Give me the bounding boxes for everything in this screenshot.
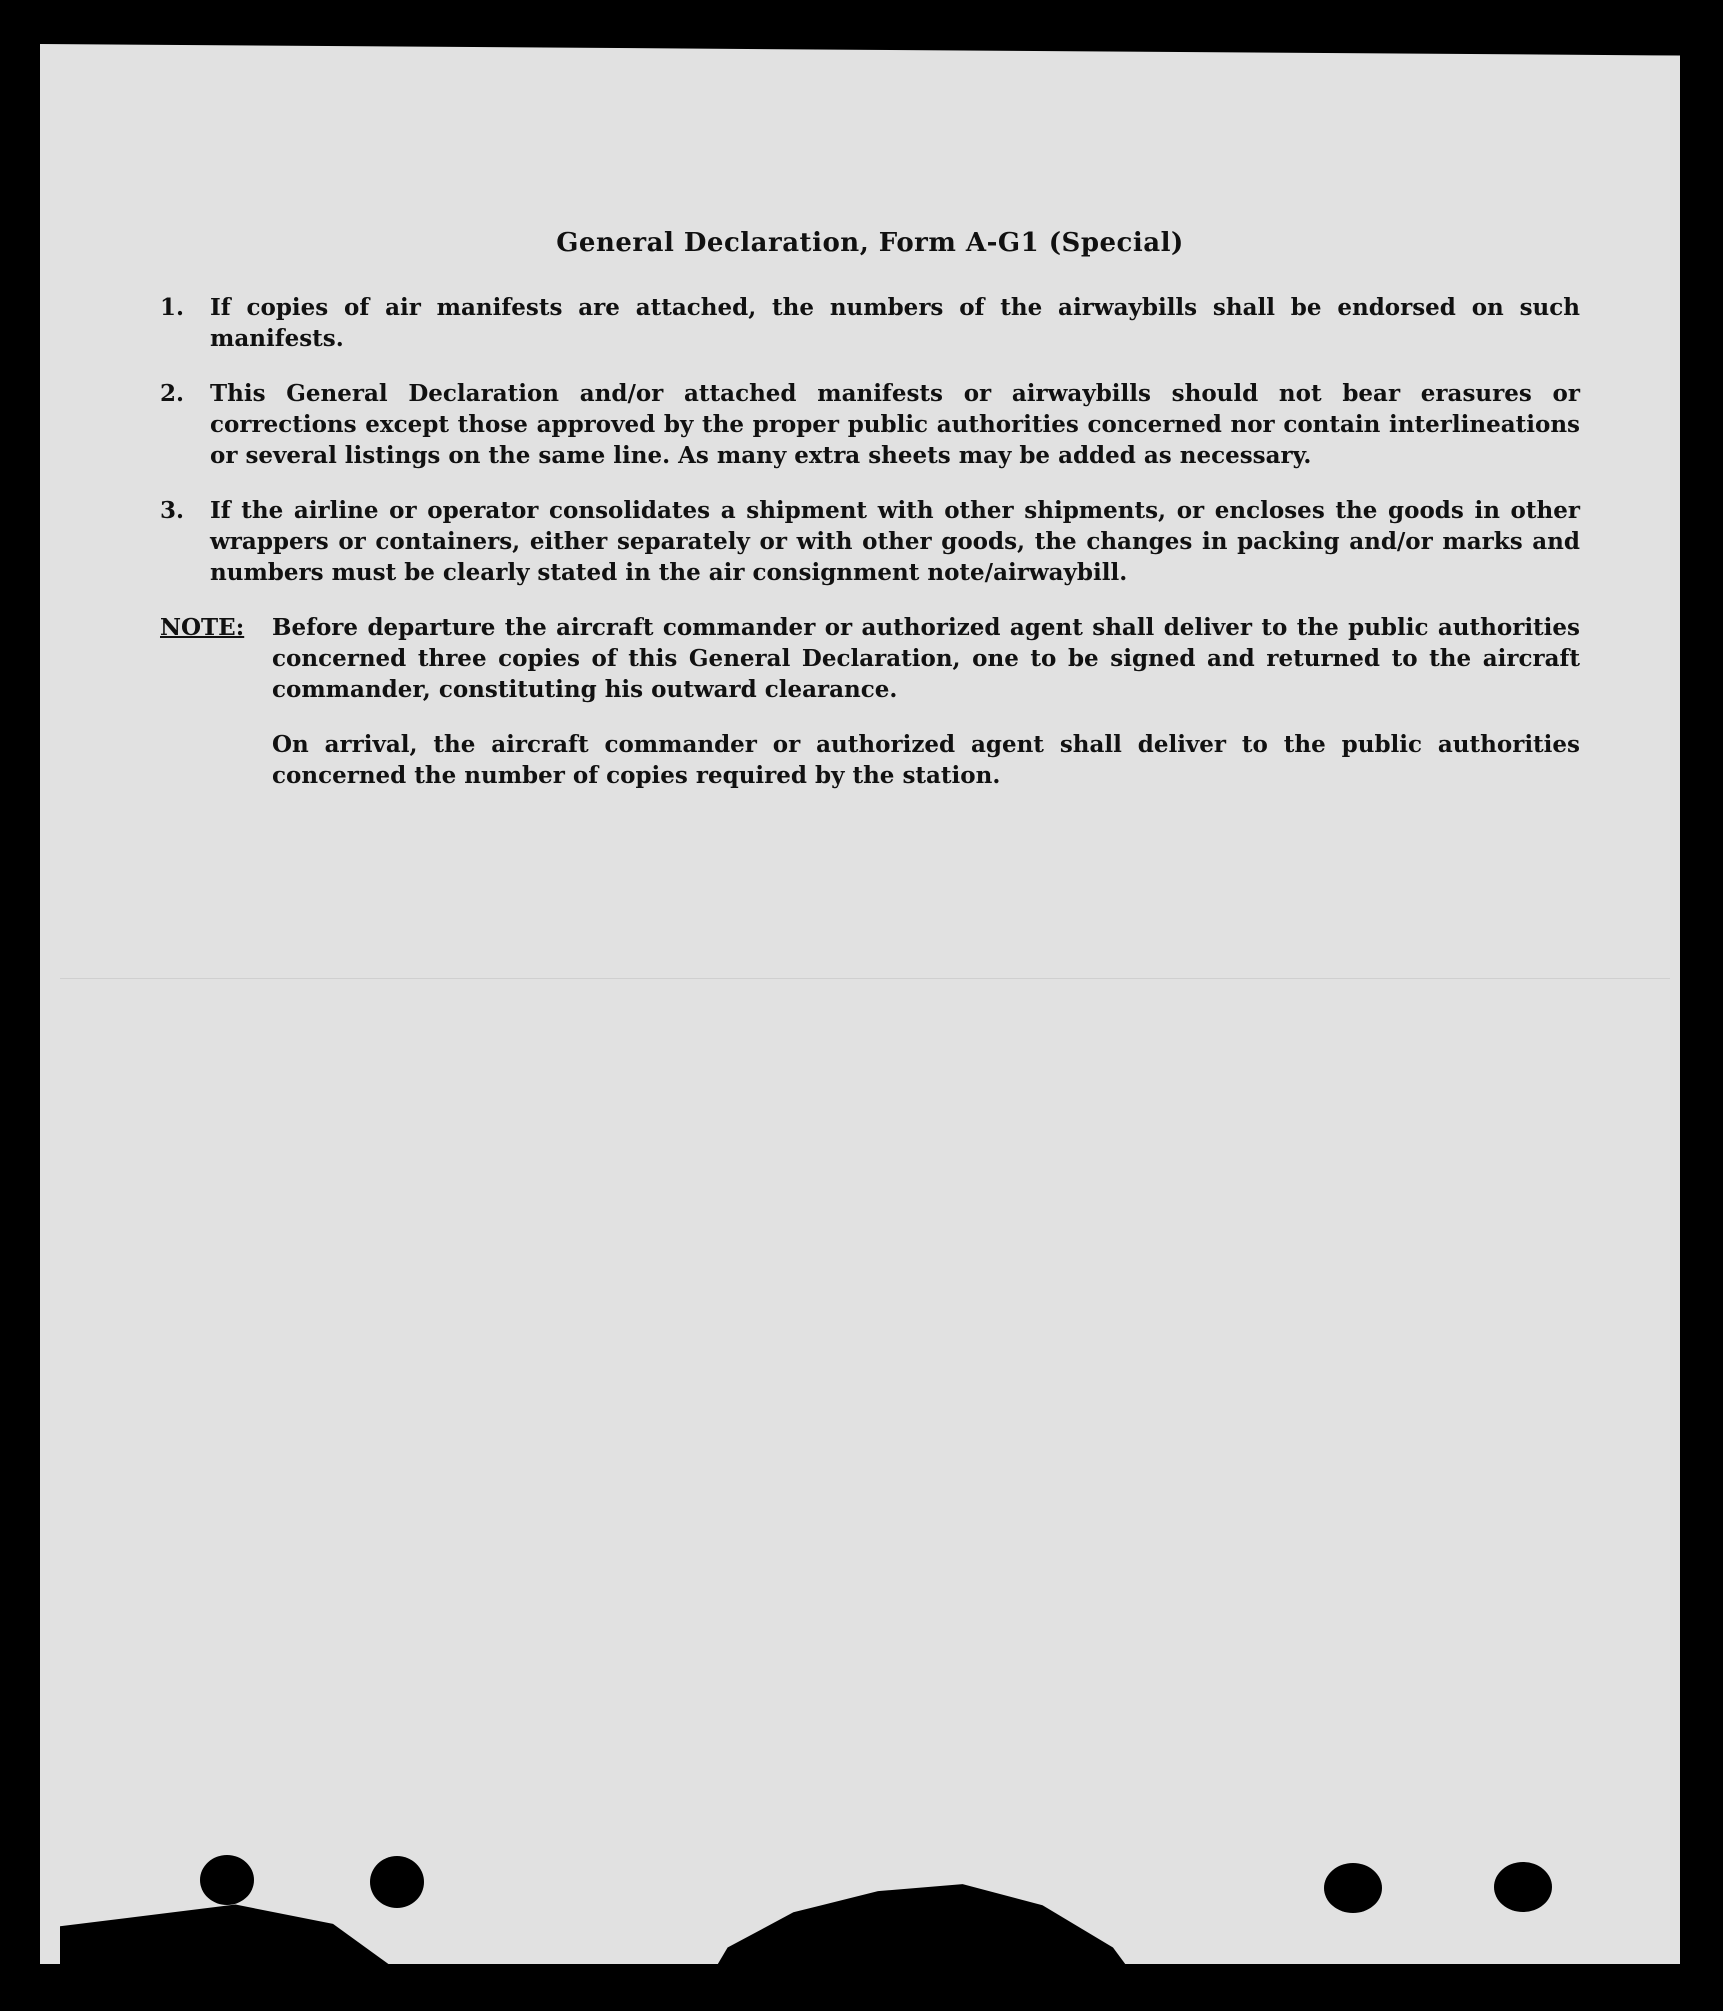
document-body: [160, 228, 1580, 815]
item-number: 3.: [160, 497, 185, 524]
punch-hole: [1494, 1862, 1552, 1912]
item-number: 2.: [160, 380, 185, 407]
item-number: 1.: [160, 294, 185, 321]
note-section: [160, 612, 1580, 815]
note-body: [272, 612, 1580, 815]
punch-hole: [370, 1856, 424, 1908]
item-text: This General Declaration and/or attached manifests or airwaybills should not bear erasures or corrections except those approved by the proper public authorities concerned nor contain interlineations or several listings on the same line. As many extra sheets may be added as necessary.: [210, 380, 1580, 469]
note-paragraph: Before departure the aircraft commander or authorized agent shall deliver to the public authorities concerned three copies of this General Declaration, one to be signed and returned to the aircraft commander, constituting his outward clearance.: [272, 614, 1580, 703]
list-item: [160, 495, 1580, 588]
punch-hole: [1324, 1863, 1382, 1913]
note-paragraph: On arrival, the aircraft commander or authorized agent shall deliver to the public authorities concerned the number of copies required by the station.: [272, 731, 1580, 789]
note-label: NOTE:: [160, 614, 245, 641]
punch-hole: [200, 1855, 254, 1905]
item-text: If copies of air manifests are attached, the numbers of the airwaybills shall be endorsed on such manifests.: [210, 294, 1580, 352]
fold-crease: [60, 978, 1670, 979]
list-item: [160, 378, 1580, 471]
document-title: General Declaration, Form A-G1 (Special): [556, 228, 1184, 258]
list-item: [160, 292, 1580, 354]
item-text: If the airline or operator consolidates a shipment with other shipments, or encloses the goods in other wrappers or containers, either separately or with other goods, the changes in packing and/or marks and numbers must be clearly stated in the air consignment note/airwaybill.: [210, 497, 1580, 586]
